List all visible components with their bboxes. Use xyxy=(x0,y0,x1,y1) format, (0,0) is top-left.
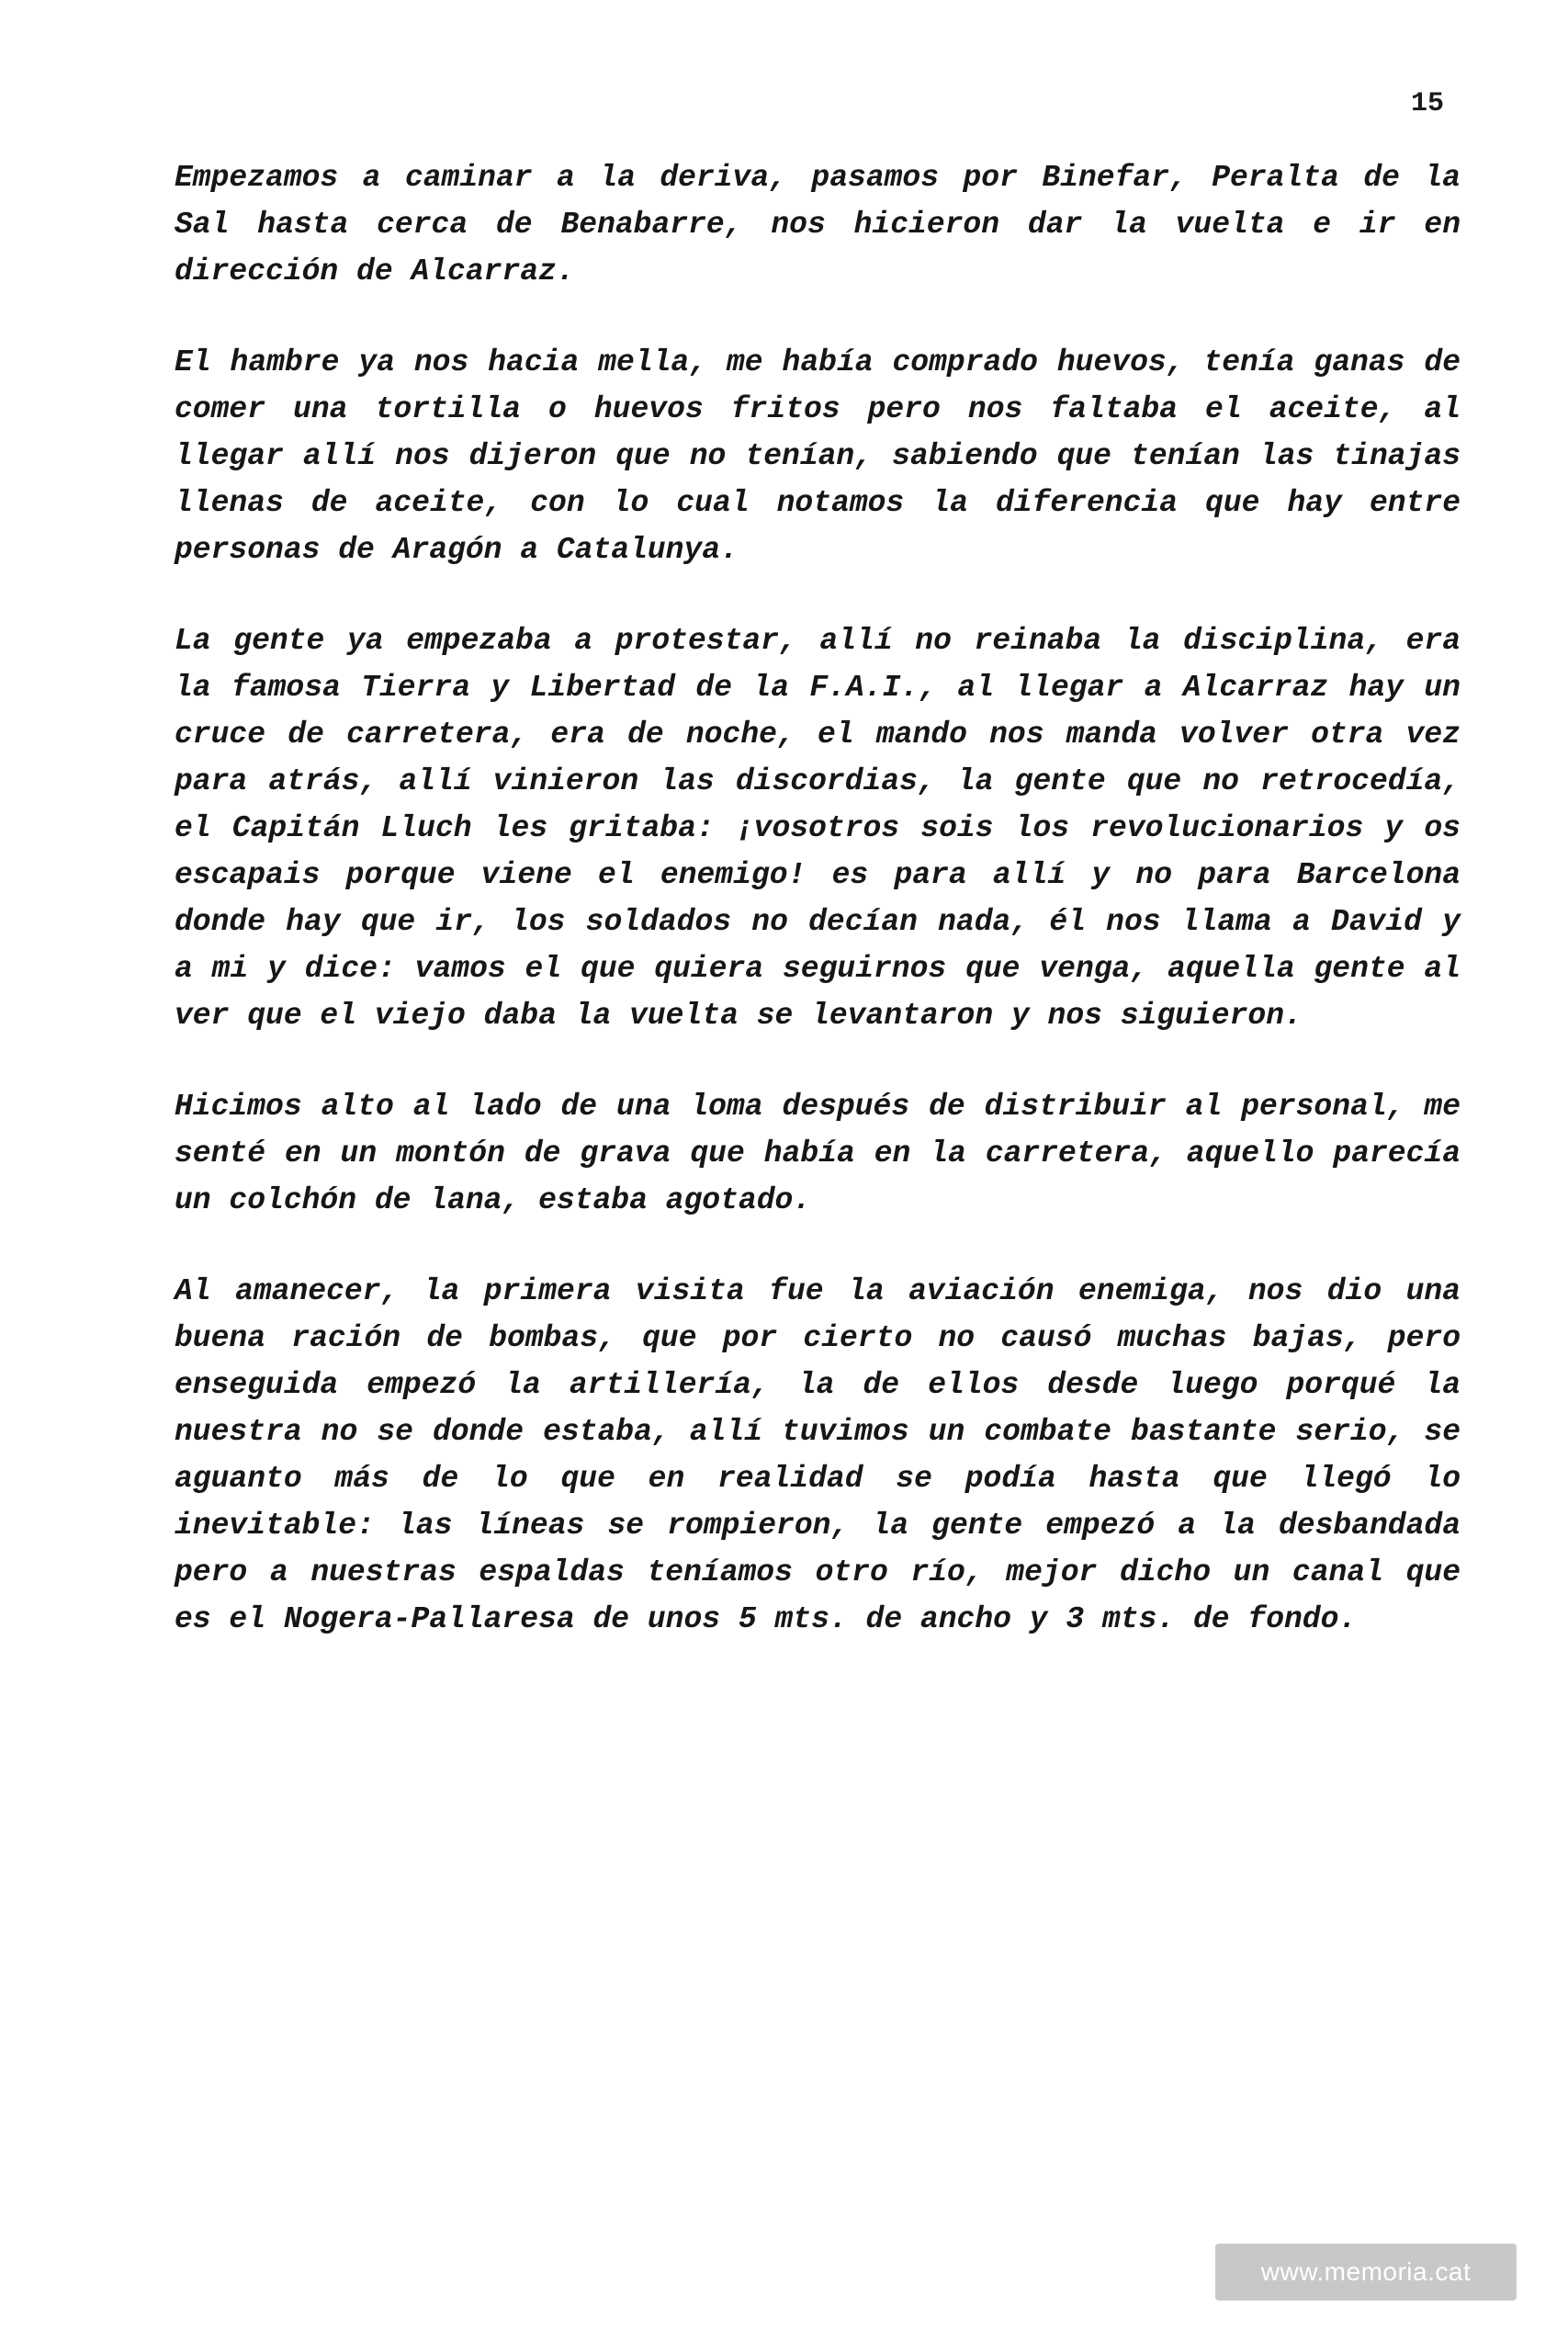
paragraph: Hicimos alto al lado de una loma después de distribuir al personal, me senté en un montón de grava que había en la carretera, aquello parecía un colchón de lana, estaba agotado. xyxy=(175,1090,1461,1217)
paragraph: Al amanecer, la primera visita fue la aviación enemiga, nos dio una buena ración de bombas, que por cierto no causó muchas bajas, pero enseguida empezó la artillería, la de ellos desde luego porqué la nuestra no se donde estaba, allí tuvimos un combate bastante serio, se aguanto más de lo que en realidad se podía hasta que llegó lo inevitable: las líneas se rompieron, la gente empezó a la desbandada pero a nuestras espaldas teníamos otro río, mejor dicho un canal que es el Nogera-Pallaresa de unos 5 mts. de ancho y 3 mts. de fondo. xyxy=(175,1274,1461,1636)
page-number: 15 xyxy=(1411,88,1445,119)
paragraph: El hambre ya nos hacia mella, me había comprado huevos, tenía ganas de comer una tortilla o huevos fritos pero nos faltaba el aceite, al llegar allí nos dijeron que no tenían, sabiendo que tenían las tinajas llenas de aceite, con lo cual notamos la diferencia que hay entre personas de Aragón a Catalunya. xyxy=(175,345,1461,567)
paragraph: La gente ya empezaba a protestar, allí no reinaba la disciplina, era la famosa Tierra y Libertad de la F.A.I., al llegar a Alcarraz hay un cruce de carretera, era de noche, el mando nos manda volver otra vez para atrás, allí vinieron las discordias, la gente que no retrocedía, el Capitán Lluch les gritaba: ¡vosotros sois los revolucionarios y os escapais porque viene el enemigo! es para allí y no para Barcelona donde hay que ir, los soldados no decían nada, él nos llama a David y a mi y dice: vamos el que quiera seguirnos que venga, aquella gente al ver que el viejo daba la vuelta se levantaron y nos siguieron. xyxy=(175,624,1461,1033)
paragraph: Empezamos a caminar a la deriva, pasamos por Binefar, Peralta de la Sal hasta cerca de Benabarre, nos hicieron dar la vuelta e ir en dirección de Alcarraz. xyxy=(175,161,1461,288)
body-text xyxy=(175,154,1461,1687)
watermark-label: www.memoria.cat xyxy=(1215,2244,1517,2301)
